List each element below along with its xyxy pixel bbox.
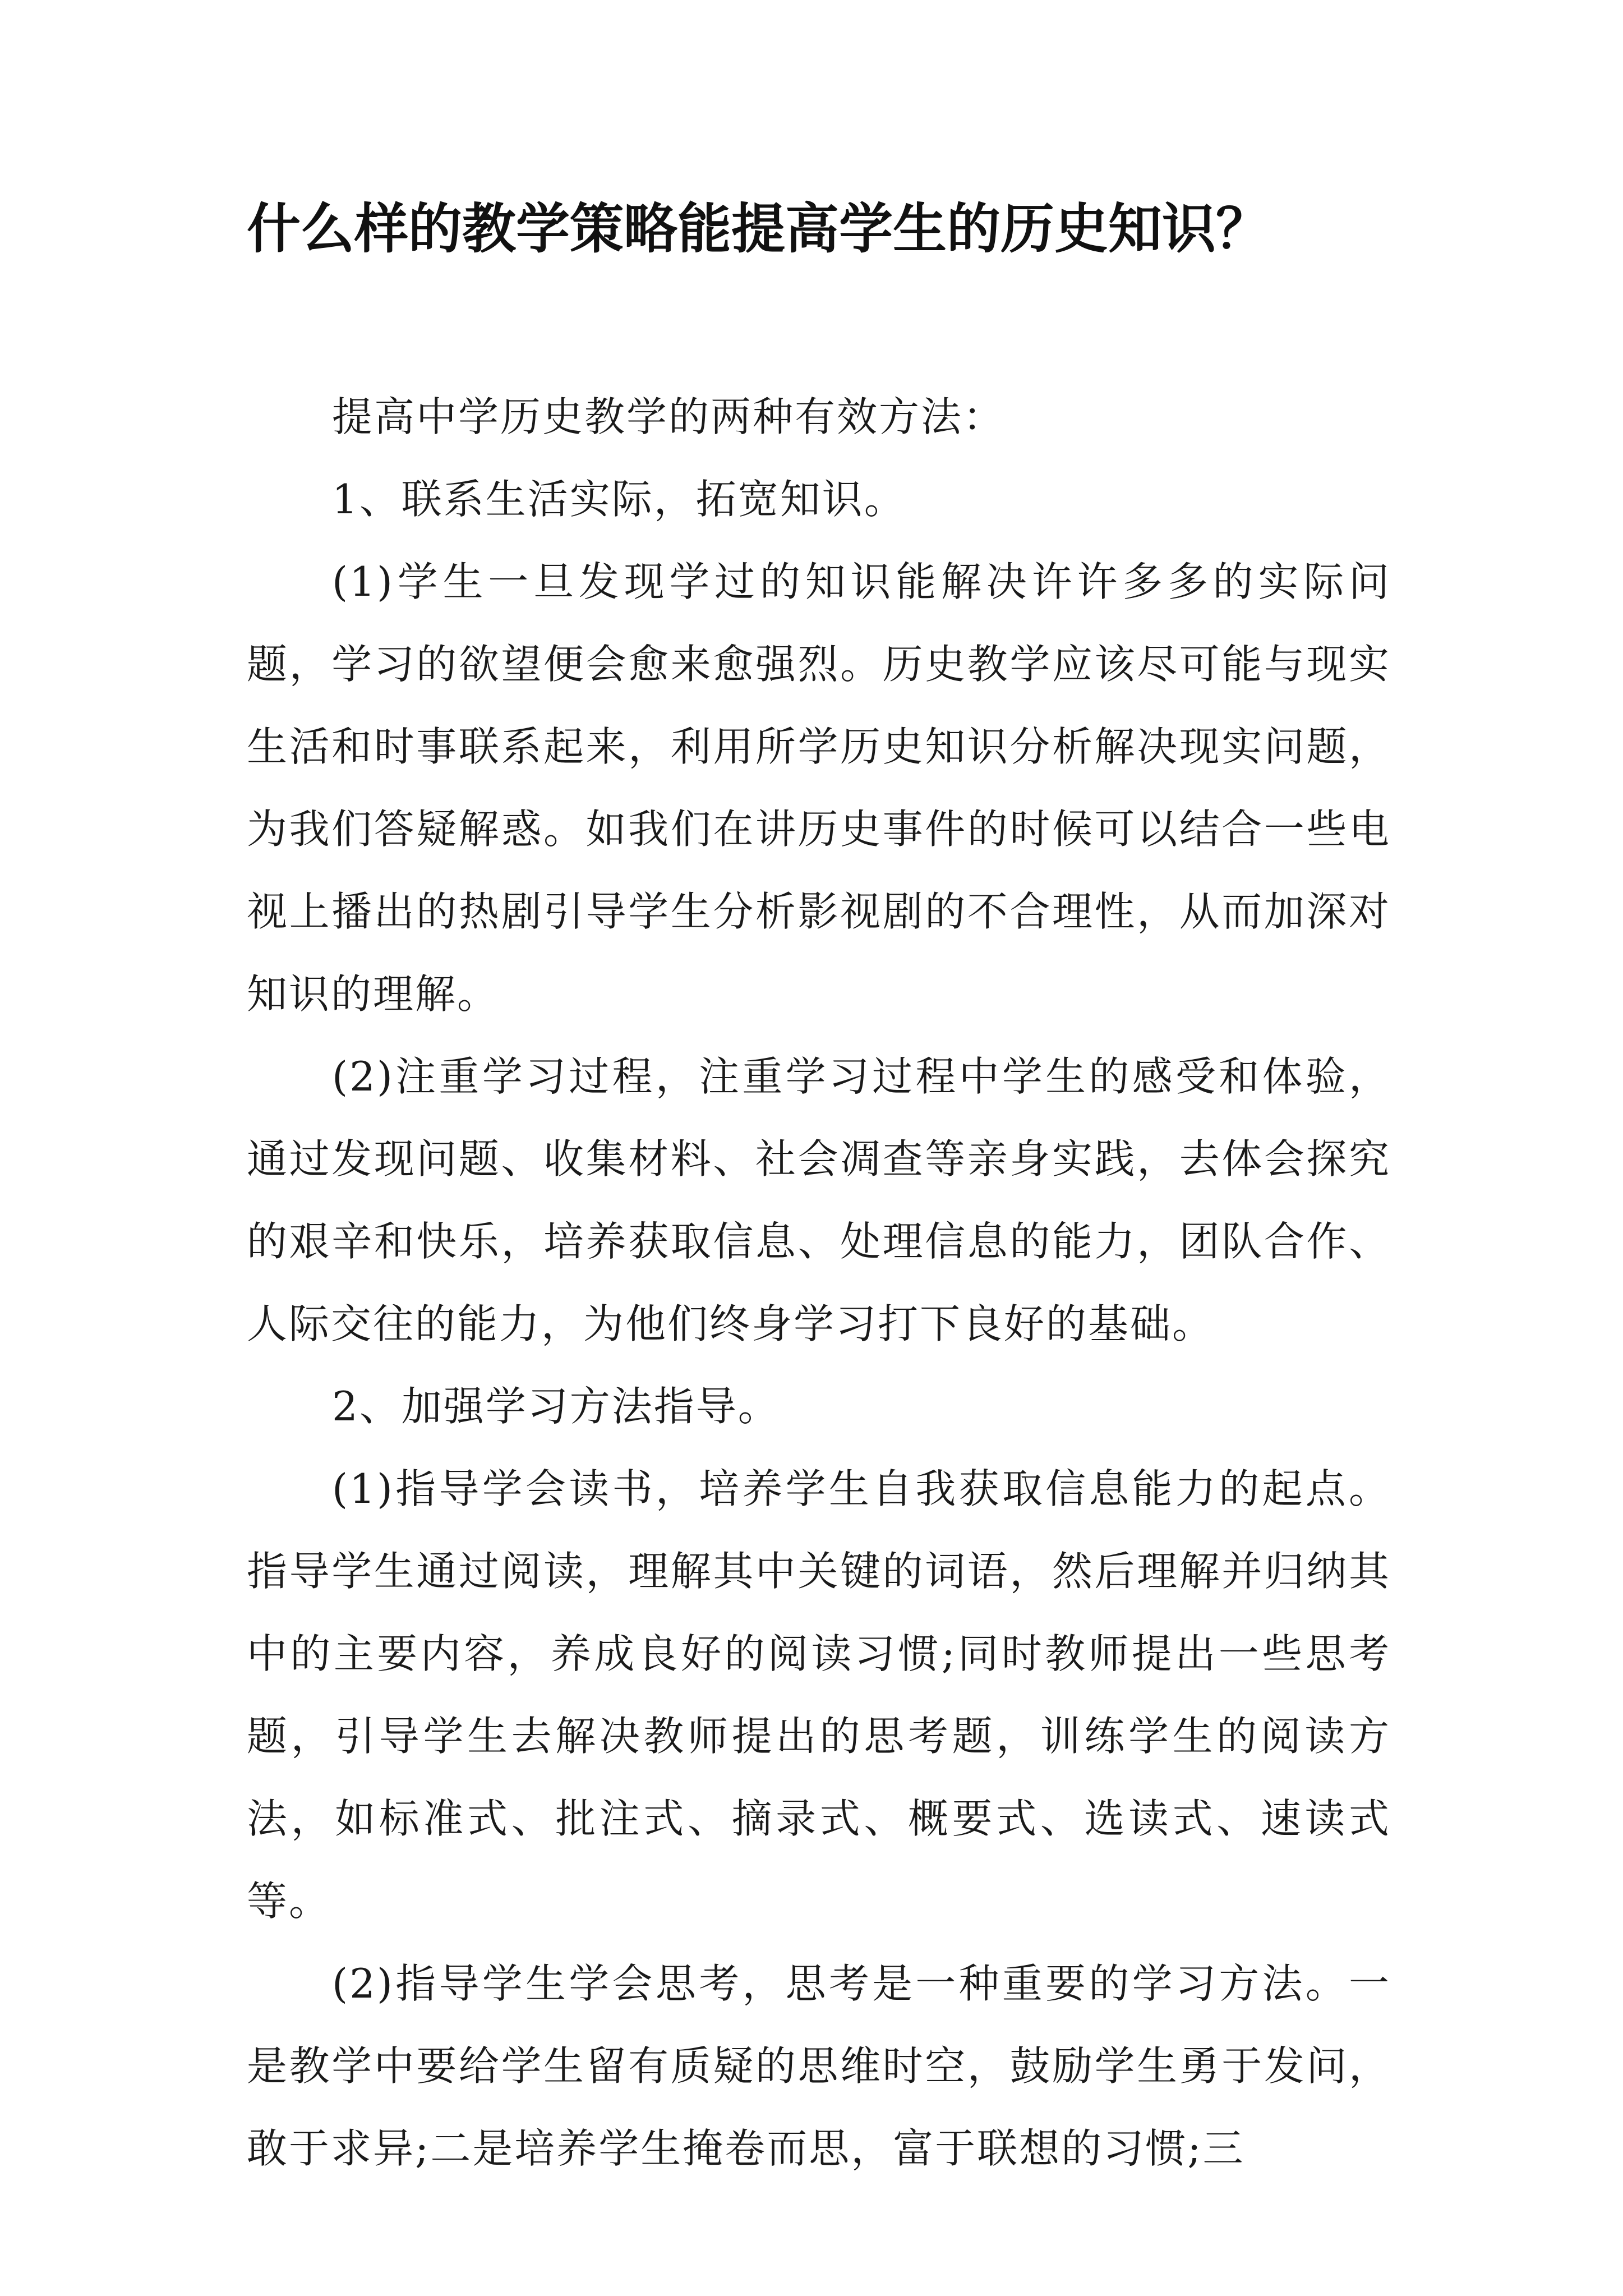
paragraph-2-2: (2)指导学生学会思考，思考是一种重要的学习方法。一是教学中要给学生留有质疑的思维时空，鼓励学生勇于发问，敢于求异;二是培养学生掩卷而思，富于联想的习惯;三 xyxy=(247,1960,1391,2172)
document-title: 什么样的教学策略能提高学生的历史知识？ xyxy=(247,197,1270,260)
paragraph-1-2: (2)注重学习过程，注重学习过程中学生的感受和体验，通过发现问题、收集材料、社会凋查等亲身实践，去体会探究的艰辛和快乐，培养获取信息、处理信息的能力，团队合作、人际交往的能力，为他们终身学习打下良好的基础。 xyxy=(247,1053,1391,1347)
paragraph-intro: 提高中学历史教学的两种有效方法： xyxy=(332,393,1006,440)
paragraph-heading-1: 1、联系生活实际，拓宽知识。 xyxy=(332,476,906,523)
paragraph-1-1: (1)学生一旦发现学过的知识能解决许许多多的实际问题，学习的欲望便会愈来愈强烈。历史教学应该尽可能与现实生活和时事联系起来，利用所学历史知识分析解决现实问题，为我们答疑解惑。如我们在讲历史事件的时候可以结合一些电视上播出的热剧引导学生分析影视剧的不合理性，从而加深对知识的理解。 xyxy=(247,558,1391,1018)
paragraph-2-1: (1)指导学会读书，培养学生自我获取信息能力的起点。指导学生通过阅读，理解其中关键的词语，然后理解并归纳其中的主要内容，养成良好的阅读习惯;同时教师提出一些思考题，引导学生去解决教师提出的思考题，训练学生的阅读方法，如标准式、批注式、摘录式、概要式、选读式、速读式等。 xyxy=(247,1465,1391,1925)
paragraph-heading-2: 2、加强学习方法指导。 xyxy=(332,1383,780,1430)
document-body xyxy=(247,376,1391,2190)
